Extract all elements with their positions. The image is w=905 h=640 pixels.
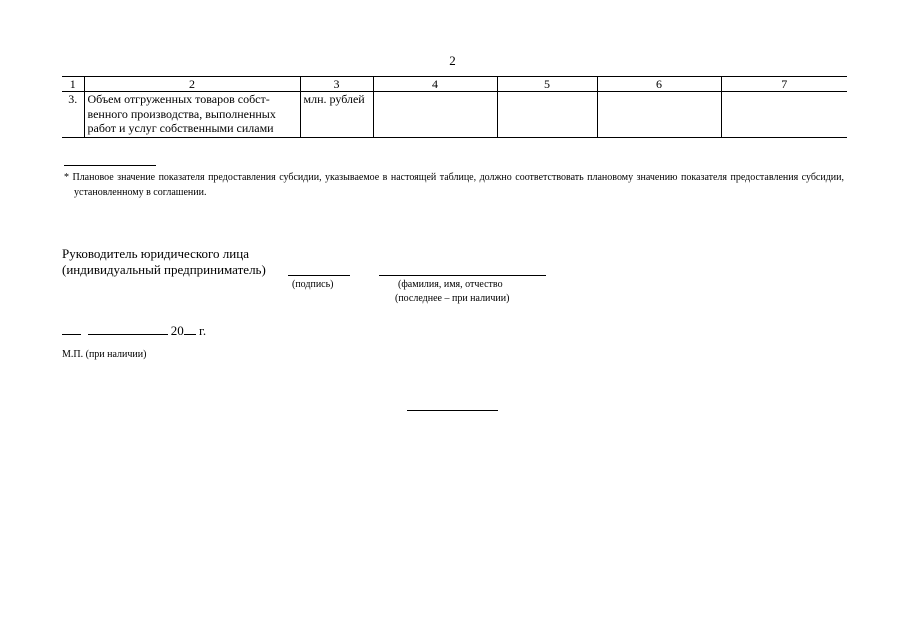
indicator-name-line: работ и услуг собственными силами [87, 121, 274, 135]
full-name-caption: (фамилия, имя, отчество [398, 279, 503, 290]
indicator-table [62, 76, 847, 138]
date-field [62, 322, 206, 338]
day-blank [62, 322, 81, 335]
table-header-row [62, 77, 847, 92]
year-prefix: 20 [170, 323, 184, 338]
indicator-name-line: Объем отгруженных товаров собст- [87, 92, 270, 106]
column-header: 2 [84, 77, 300, 92]
column-header: 7 [721, 77, 847, 92]
value-cell [373, 92, 497, 138]
column-header: 3 [300, 77, 373, 92]
value-cell [497, 92, 597, 138]
column-header: 6 [597, 77, 721, 92]
indicator-name-cell [84, 92, 300, 138]
full-name-line [379, 275, 546, 276]
unit-cell: млн. рублей [300, 92, 373, 138]
value-cell [721, 92, 847, 138]
table-row [62, 92, 847, 138]
year-suffix: г. [195, 323, 207, 338]
signatory-title-line2: (индивидуальный предприниматель) [62, 262, 266, 277]
month-blank [88, 322, 168, 335]
end-divider [407, 410, 498, 411]
footnote: * Плановое значение показателя предоставления субсидии, указываемое в настоящей таблице, должно соответствовать плановому значению показателя предоставления субсидии, установленному в соглашении. [64, 172, 844, 198]
column-header: 1 [62, 77, 84, 92]
signature-caption: (подпись) [292, 279, 334, 290]
signature-line [288, 275, 350, 276]
column-header: 5 [497, 77, 597, 92]
page-number: 2 [449, 53, 456, 68]
row-number-cell: 3. [62, 92, 84, 138]
value-cell [597, 92, 721, 138]
indicator-name-line: венного производства, выполненных [87, 106, 276, 121]
year-blank [184, 322, 196, 335]
signatory-title-line1: Руководитель юридического лица [62, 246, 249, 261]
full-name-caption-note: (последнее – при наличии) [395, 293, 510, 304]
footnote-divider [64, 165, 156, 166]
column-header: 4 [373, 77, 497, 92]
stamp-place: М.П. (при наличии) [62, 349, 147, 360]
